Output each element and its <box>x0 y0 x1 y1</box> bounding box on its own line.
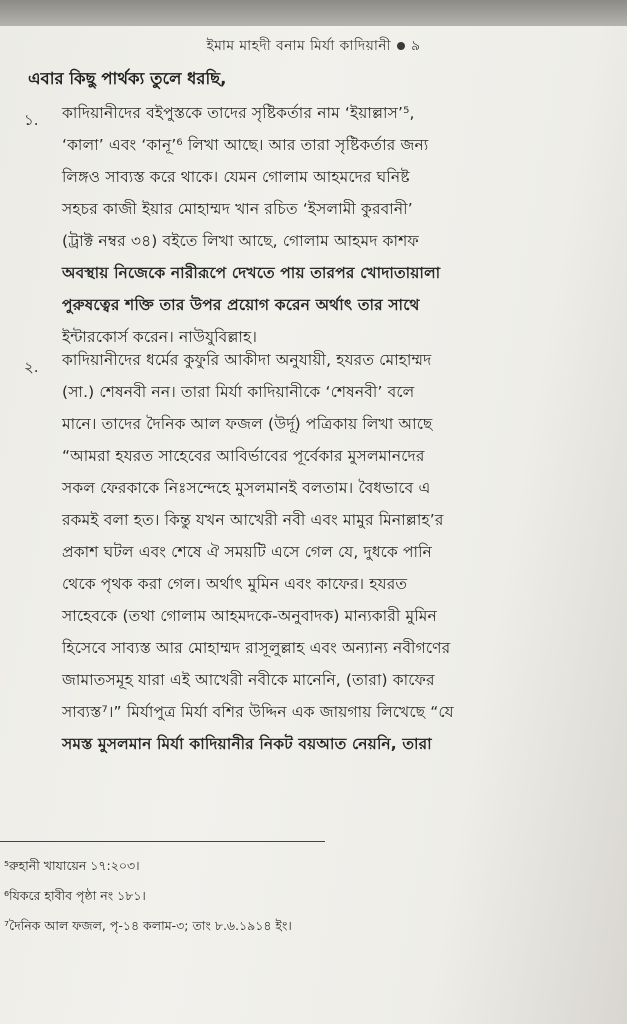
text-line: (ট্রাক্ট নম্বর ৩৪) বইতে লিখা আছে, গোলাম আহমদ কাশফ <box>62 232 419 250</box>
footnote-6: ⁶যিকরে হাবীব পৃষ্ঠা নং ১৮১। <box>4 888 146 903</box>
page-number: ৯ <box>411 38 421 54</box>
text-line: কাদিয়ানীদের ধর্মের কুফুরি আকীদা অনুযায়ী, হযরত মোহাম্মদ <box>62 351 432 369</box>
text-line: ‘কালা’ এবং ‘কানূ’⁶ লিখা আছে। আর তারা সৃষ্টিকর্তার জন্য <box>62 136 429 154</box>
item-text <box>62 97 602 353</box>
text-line: মানে। তাদের দৈনিক আল ফজল (উর্দূ) পত্রিকায় লিখা আছে <box>62 415 433 433</box>
text-line: (সা.) শেষনবী নন। তারা মির্যা কাদিয়ানীকে ‘শেষনবী’ বলে <box>62 383 415 401</box>
text-line: রকমই বলা হত। কিন্তু যখন আখেরী নবী এবং মামুর মিনাল্লাহ’র <box>62 511 444 529</box>
running-title: ইমাম মাহদী বনাম মির্যা কাদিয়ানী <box>206 38 392 54</box>
item-number: ১. <box>24 111 39 129</box>
footnote-7: ⁷দৈনিক আল ফজল, পৃ-১৪ কলাম-৩; তাং ৮.৬.১৯১৪ ইং। <box>4 918 292 933</box>
text-line: কাদিয়ানীদের বইপুস্তকে তাদের সৃষ্টিকর্তার নাম ‘ইয়াল্লাস’⁵, <box>62 104 415 122</box>
bullet-dot-icon <box>397 42 405 50</box>
item-number: ২. <box>24 358 39 376</box>
footnote-5: ⁵রুহানী খাযায়েন ১৭:২০৩। <box>4 858 140 873</box>
page-edge-shadow <box>0 0 627 26</box>
text-line: লিঙ্গও সাব্যস্ত করে থাকে। যেমন গোলাম আহমদের ঘনিষ্ট <box>62 168 410 186</box>
text-line: ইন্টারকোর্স করেন। নাউযুবিল্লাহ। <box>62 328 258 346</box>
text-line: সাব্যস্ত⁷।” মির্যাপুত্র মির্যা বশির উদ্দিন এক জায়গায় লিখেছে “যে <box>62 703 454 721</box>
text-line: “আমরা হযরত সাহেবের আবির্ভাবের পূর্বেকার মুসলমানদের <box>62 447 425 465</box>
text-line: পুরুষত্বের শক্তি তার উপর প্রয়োগ করেন অর্থাৎ তার সাথে <box>62 296 420 314</box>
text-line: সমস্ত মুসলমান মির্যা কাদিয়ানীর নিকট বয়আত নেয়নি, তারা <box>62 735 432 753</box>
text-line: সহচর কাজী ইয়ার মোহাম্মদ খান রচিত ‘ইসলামী কুরবানী’ <box>62 200 413 218</box>
intro-line: এবার কিছু পার্থক্য তুলে ধরছি, <box>28 69 227 88</box>
text-line: হিসেবে সাব্যস্ত আর মোহাম্মদ রাসূলুল্লাহ এবং অন্যান্য নবীগণের <box>62 639 451 657</box>
text-line: সকল ফেরকাকে নিঃসন্দেহে মুসলমানই বলতাম। বৈধভাবে এ <box>62 479 431 497</box>
text-line: অবস্থায় নিজেকে নারীরূপে দেখতে পায় তারপর খোদাতায়ালা <box>62 264 441 282</box>
text-line: প্রকাশ ঘটল এবং শেষে ঐ সময়টি এসে গেল যে, দুধকে পানি <box>62 543 432 561</box>
footnote-divider <box>0 841 325 842</box>
text-line: জামাতসমূহ যারা এই আখেরী নবীকে মানেনি, (তারা) কাফের <box>62 671 435 689</box>
item-text <box>62 344 602 760</box>
text-line: সাহেবকে (তথা গোলাম আহমদকে-অনুবাদক) মান্যকারী মুমিন <box>62 607 437 625</box>
text-line: থেকে পৃথক করা গেল। অর্থাৎ মুমিন এবং কাফের। হযরত <box>62 575 408 593</box>
running-header <box>0 34 627 58</box>
